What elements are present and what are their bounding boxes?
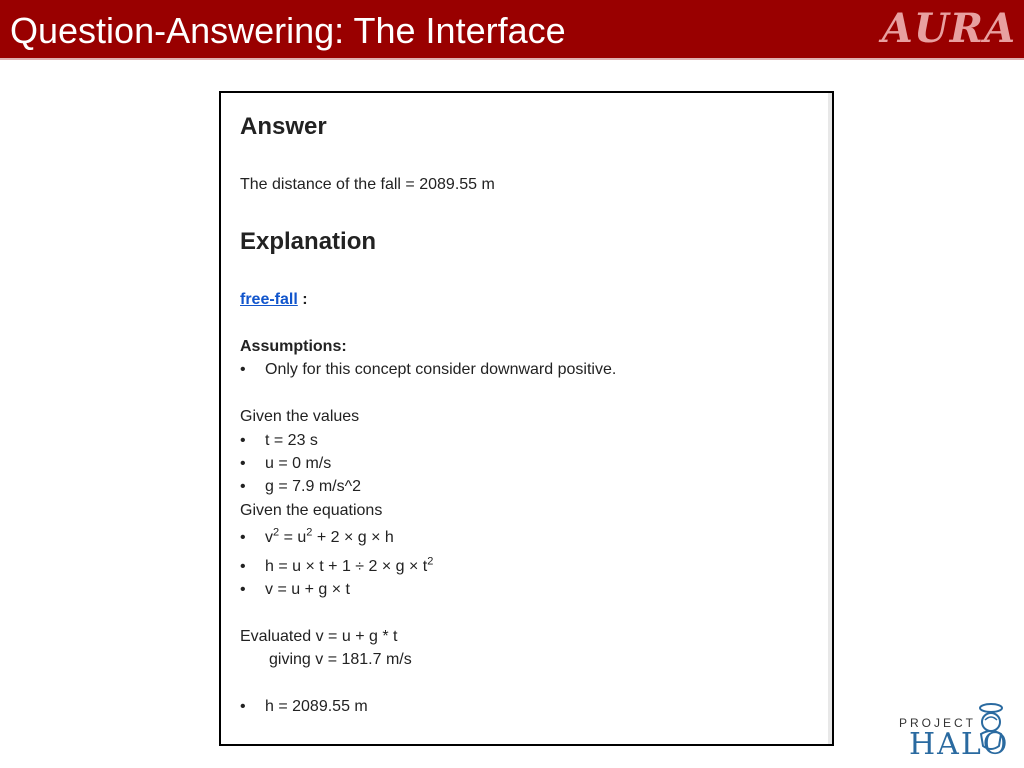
- assumptions-heading: Assumptions:: [240, 338, 347, 355]
- assumption-text: Only for this concept consider downward positive.: [265, 361, 617, 378]
- concept-line: [240, 291, 308, 309]
- halo-mascot-icon: [975, 700, 1007, 760]
- explanation-heading: Explanation: [240, 228, 377, 255]
- free-fall-link[interactable]: free-fall: [240, 291, 298, 308]
- slide-header: [0, 0, 1024, 60]
- bullet-icon: •: [240, 698, 246, 715]
- equation: $h = u \times t + 1 \div 2 \times g \times t^2$: [265, 555, 434, 575]
- halo-label: HALO: [909, 727, 1010, 762]
- bullet-icon: •: [240, 455, 246, 472]
- given-value: t = 23 s: [265, 432, 318, 449]
- answer-panel: [219, 91, 834, 746]
- aura-logo: AURA: [881, 5, 1016, 52]
- bullet-icon: •: [240, 581, 246, 598]
- slide-title: Question-Answering: The Interface: [10, 10, 566, 51]
- answer-text: The distance of the fall = 2089.55 m: [240, 176, 495, 193]
- giving-line: giving v = 181.7 m/s: [269, 651, 412, 668]
- bullet-icon: •: [240, 432, 246, 449]
- bullet-icon: •: [240, 558, 246, 575]
- project-label: PROJECT: [899, 716, 977, 730]
- equation: $v^2 = u^2 + 2 \times g \times h$: [265, 526, 394, 546]
- evaluated-line: Evaluated v = u + g * t: [240, 628, 398, 645]
- project-halo-logo: [895, 698, 1010, 762]
- equation: v = u + g × t: [265, 581, 350, 598]
- bullet-icon: •: [240, 529, 246, 546]
- bullet-icon: •: [240, 361, 246, 378]
- given-values-label: Given the values: [240, 408, 360, 425]
- given-value: u = 0 m/s: [265, 455, 332, 472]
- answer-heading: Answer: [240, 113, 327, 140]
- concept-suffix: :: [297, 291, 308, 308]
- given-equations-label: Given the equations: [240, 502, 383, 519]
- given-value: g = 7.9 m/s^2: [265, 478, 361, 495]
- result-text: h = 2089.55 m: [265, 698, 368, 715]
- bullet-icon: •: [240, 478, 246, 495]
